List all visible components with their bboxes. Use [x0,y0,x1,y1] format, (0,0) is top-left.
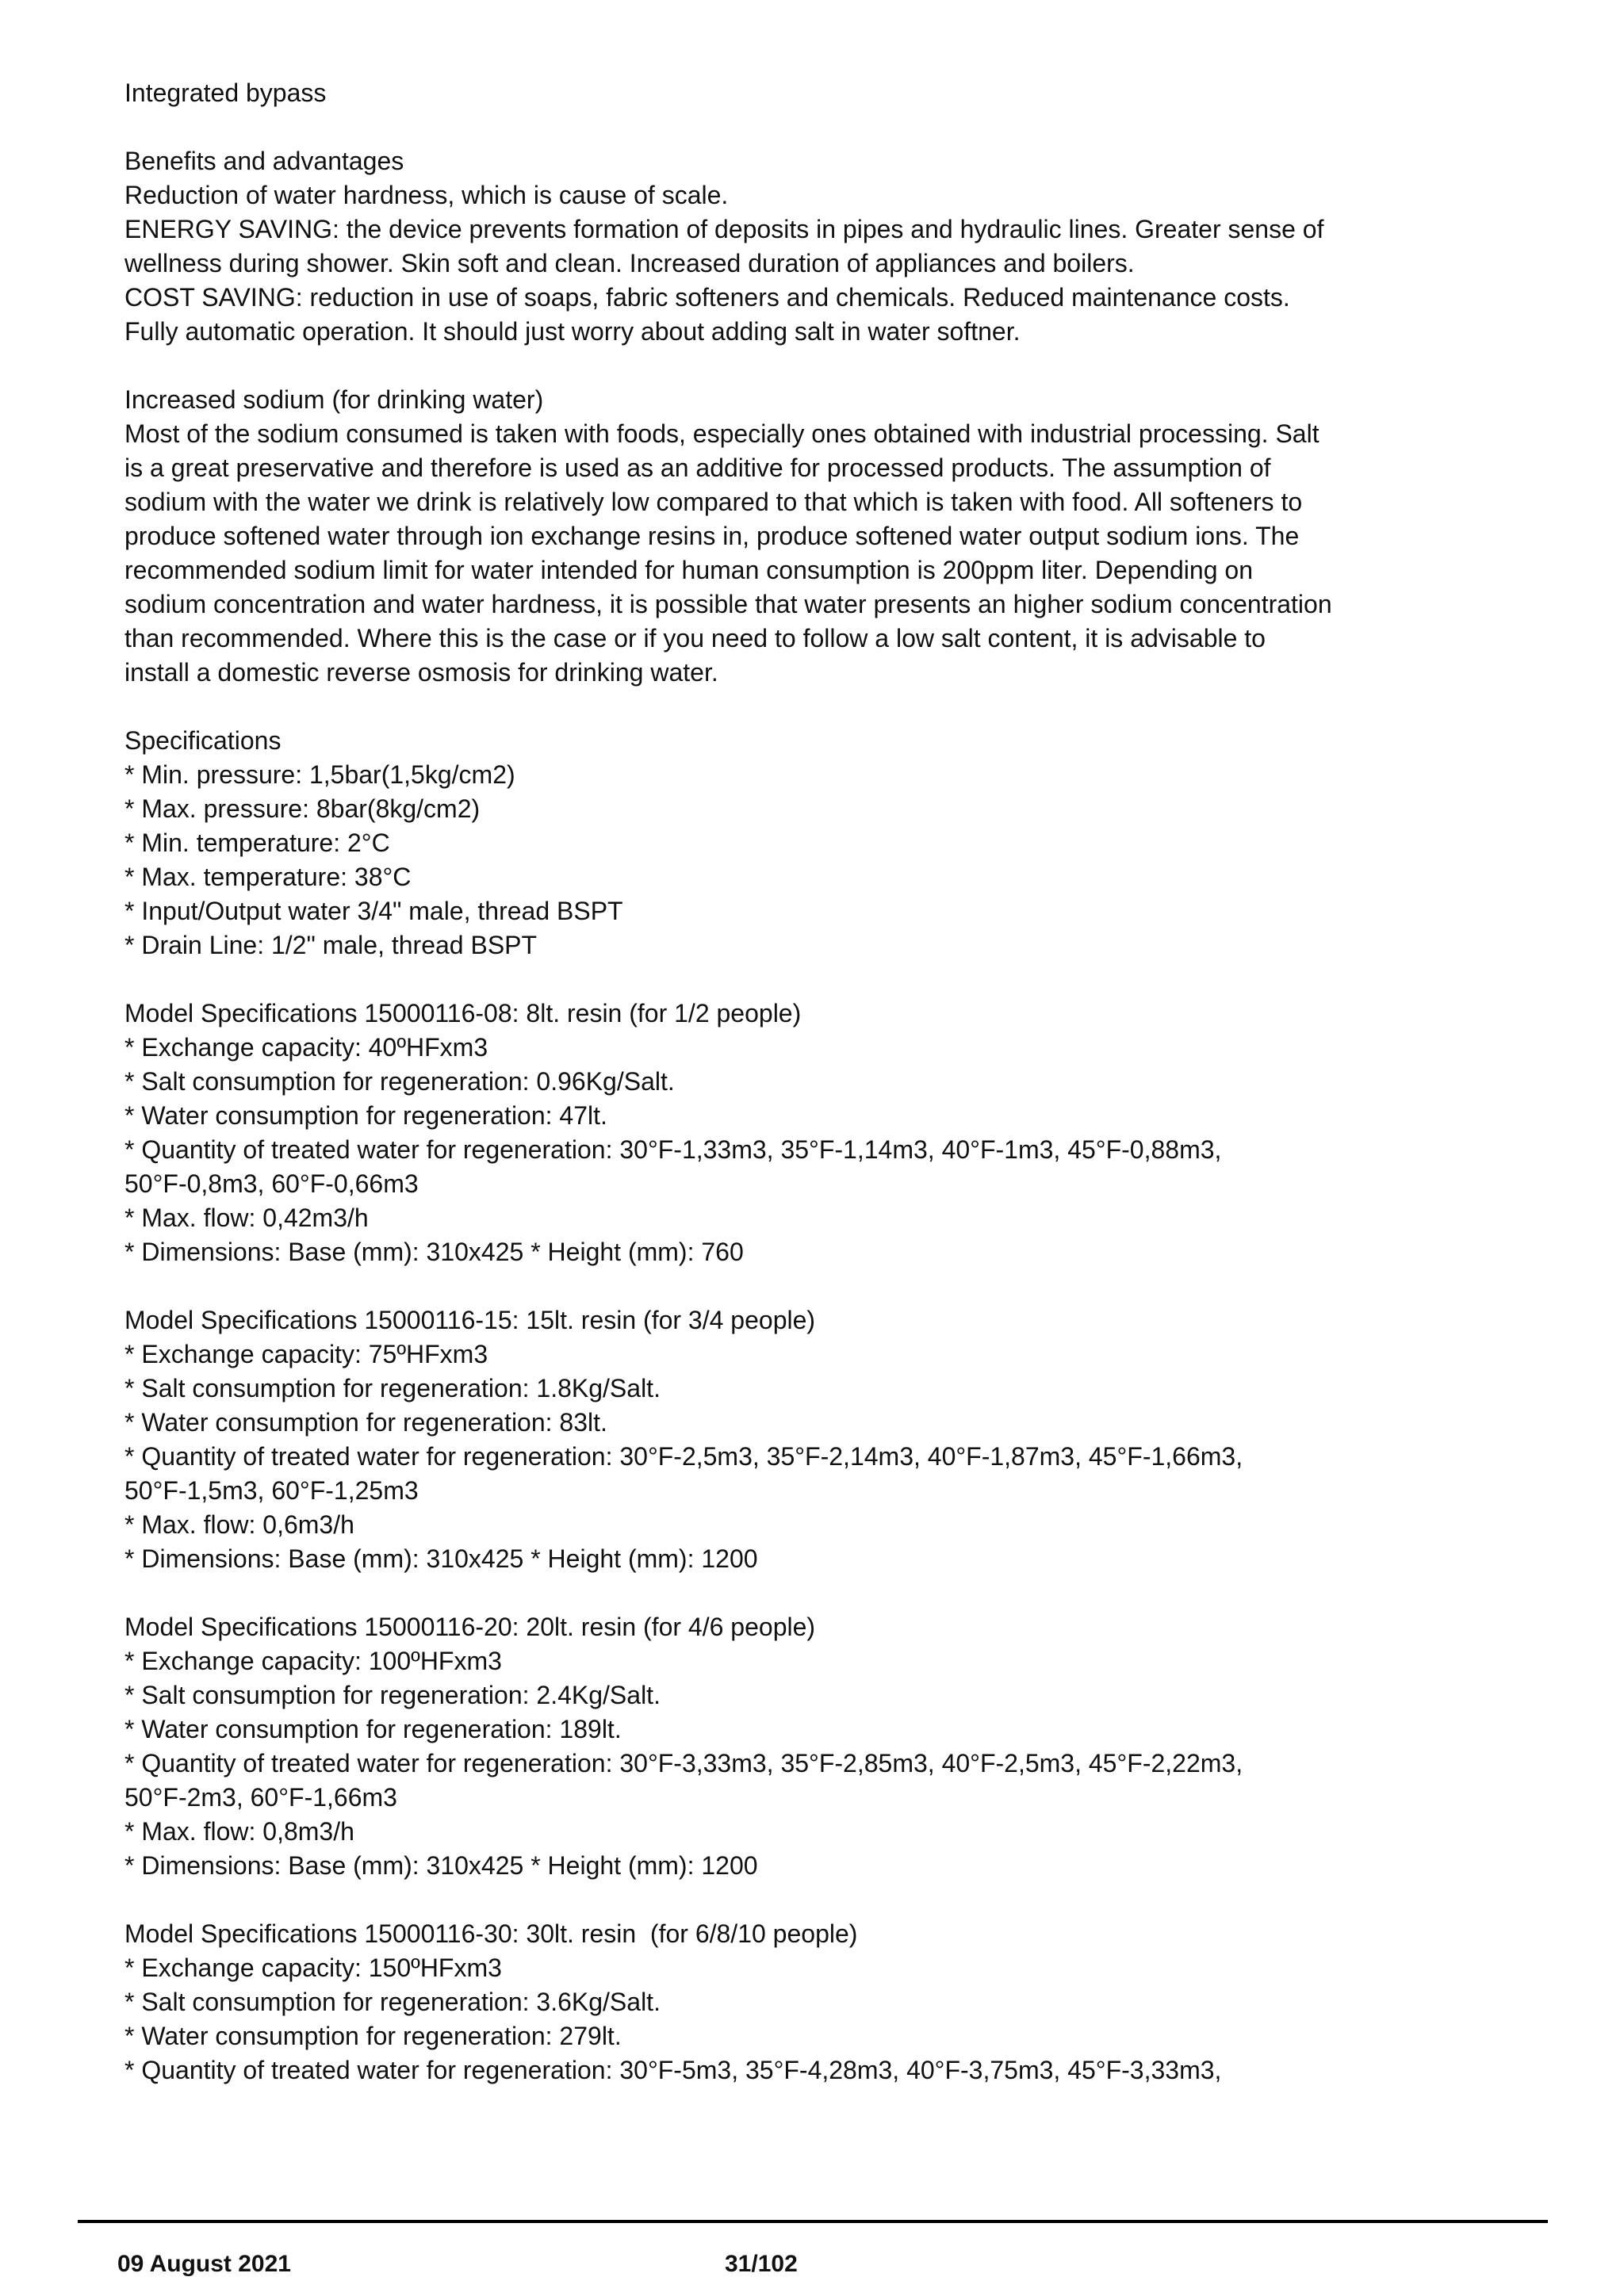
text-line: wellness during shower. Skin soft and clean. Increased duration of appliances and boilers. [124,249,1135,277]
spec-item: * Water consumption for regeneration: 83lt. [124,1408,607,1437]
sodium-section [124,383,1441,690]
spec-item: * Dimensions: Base (mm): 310x425 * Height (mm): 1200 [124,1544,758,1573]
paragraph-gap [124,1576,1441,1610]
benefits-section [124,144,1441,349]
model-block [124,1303,1441,1576]
specifications-list [124,758,1441,962]
spec-item: * Quantity of treated water for regeneration: 30°F-3,33m3, 35°F-2,85m3, 40°F-2,5m3, 45°F-2,22m3, [124,1749,1243,1777]
spec-item: 50°F-2m3, 60°F-1,66m3 [124,1783,397,1812]
paragraph-gap [124,349,1441,383]
section-heading: Benefits and advantages [124,147,404,175]
text-line: ENERGY SAVING: the device prevents formation of deposits in pipes and hydraulic lines. Greater sense of [124,215,1324,243]
spec-item: * Exchange capacity: 150ºHFxm3 [124,1954,502,1982]
spec-item: * Dimensions: Base (mm): 310x425 * Height (mm): 1200 [124,1851,758,1880]
text-line: sodium with the water we drink is relatively low compared to that which is taken with food. All softeners to [124,488,1303,516]
model-heading: Model Specifications 15000116-15: 15lt. resin (for 3/4 people) [124,1306,816,1334]
model-heading: Model Specifications 15000116-08: 8lt. resin (for 1/2 people) [124,999,802,1027]
spec-item: * Salt consumption for regeneration: 0.96Kg/Salt. [124,1067,675,1096]
spec-item: * Max. flow: 0,8m3/h [124,1817,354,1846]
spec-item: * Quantity of treated water for regeneration: 30°F-5m3, 35°F-4,28m3, 40°F-3,75m3, 45°F-3,33m3, [124,2056,1222,2084]
spec-item: * Salt consumption for regeneration: 2.4Kg/Salt. [124,1681,661,1709]
specifications-section [124,724,1441,962]
paragraph-gap [124,1269,1441,1303]
section-title: Integrated bypass [124,78,327,107]
text-line: install a domestic reverse osmosis for drinking water. [124,658,718,687]
section-heading: Increased sodium (for drinking water) [124,385,544,414]
spec-item: * Max. pressure: 8bar(8kg/cm2) [124,794,481,823]
spec-item: * Water consumption for regeneration: 189lt. [124,1715,622,1743]
document-body [124,76,1441,2087]
spec-item: * Exchange capacity: 40ºHFxm3 [124,1033,488,1062]
model-block [124,1610,1441,1883]
spec-item: * Water consumption for regeneration: 47lt. [124,1101,607,1130]
spec-item: * Min. pressure: 1,5bar(1,5kg/cm2) [124,760,515,789]
section-heading: Specifications [124,726,282,755]
spec-item: * Min. temperature: 2°C [124,828,390,857]
spec-item: * Max. flow: 0,6m3/h [124,1510,354,1539]
text-line: COST SAVING: reduction in use of soaps, fabric softeners and chemicals. Reduced maintenance costs. [124,283,1290,312]
spec-item: * Quantity of treated water for regeneration: 30°F-2,5m3, 35°F-2,14m3, 40°F-1,87m3, 45°F-1,66m3, [124,1442,1243,1471]
model-specifications-list [124,962,1441,2087]
sodium-paragraph [124,417,1441,690]
text-line: recommended sodium limit for water intended for human consumption is 200ppm liter. Depending on [124,556,1253,584]
paragraph-gap [124,110,1441,144]
spec-item: * Drain Line: 1/2" male, thread BSPT [124,931,538,959]
paragraph-gap [124,690,1441,724]
footer-divider [78,2220,1548,2223]
spec-item: * Input/Output water 3/4" male, thread BSPT [124,897,623,925]
footer-date: 09 August 2021 [117,2251,291,2277]
spec-item: * Water consumption for regeneration: 279lt. [124,2022,622,2050]
spec-item: * Max. flow: 0,42m3/h [124,1203,369,1232]
model-heading: Model Specifications 15000116-30: 30lt. resin (for 6/8/10 people) [124,1919,858,1948]
spec-item: 50°F-0,8m3, 60°F-0,66m3 [124,1169,419,1198]
text-line: is a great preservative and therefore is used as an additive for processed products. The assumption of [124,453,1271,482]
model-block [124,1917,1441,2087]
paragraph-gap [124,962,1441,997]
paragraph-gap [124,1883,1441,1917]
page-number: 31/102 [725,2251,798,2277]
text-line: Reduction of water hardness, which is cause of scale. [124,181,729,209]
text-line: than recommended. Where this is the case or if you need to follow a low salt content, it is advisable to [124,624,1266,652]
text-line: produce softened water through ion exchange resins in, produce softened water output sodium ions. The [124,522,1300,550]
spec-item: * Salt consumption for regeneration: 1.8Kg/Salt. [124,1374,661,1402]
benefits-paragraph [124,178,1441,349]
spec-item: * Quantity of treated water for regeneration: 30°F-1,33m3, 35°F-1,14m3, 40°F-1m3, 45°F-0,88m3, [124,1135,1222,1164]
text-line: Most of the sodium consumed is taken with foods, especially ones obtained with industrial processing. Salt [124,419,1320,448]
spec-item: * Exchange capacity: 100ºHFxm3 [124,1647,502,1675]
spec-item: * Salt consumption for regeneration: 3.6Kg/Salt. [124,1988,661,2016]
model-block [124,997,1441,1269]
text-line: Fully automatic operation. It should just worry about adding salt in water softner. [124,317,1021,346]
spec-item: 50°F-1,5m3, 60°F-1,25m3 [124,1476,419,1505]
text-line: sodium concentration and water hardness, it is possible that water presents an higher sodium concentration [124,590,1332,618]
model-heading: Model Specifications 15000116-20: 20lt. resin (for 4/6 people) [124,1613,816,1641]
spec-item: * Exchange capacity: 75ºHFxm3 [124,1340,488,1368]
spec-item: * Max. temperature: 38°C [124,863,412,891]
spec-item: * Dimensions: Base (mm): 310x425 * Height (mm): 760 [124,1238,744,1266]
